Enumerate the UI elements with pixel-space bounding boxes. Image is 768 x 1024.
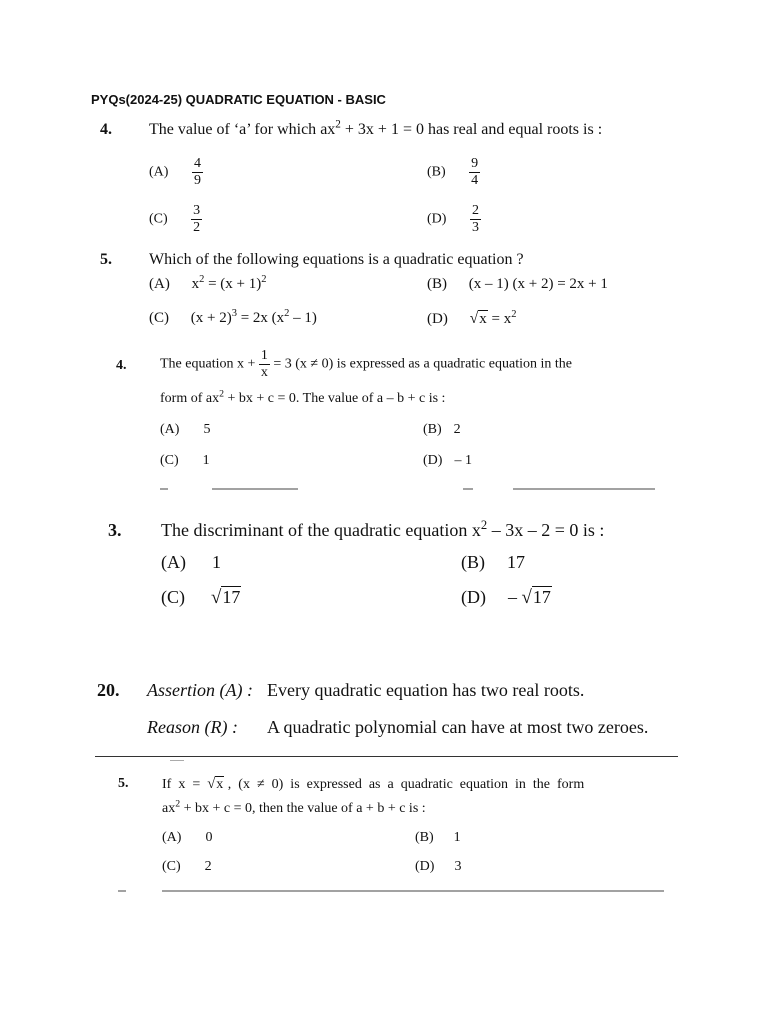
option-text: $x^2 = (x + 1)^2$ <box>191 274 267 292</box>
option-label: (B) <box>427 164 446 180</box>
option-text: 1 <box>212 552 221 572</box>
option-label: (A) <box>162 830 182 845</box>
square-root: √17 <box>521 587 551 608</box>
cropped-text-fragment <box>463 488 473 490</box>
option-text: – 1 <box>454 453 472 468</box>
option-label: (D) <box>415 859 435 874</box>
option-a <box>161 552 221 573</box>
cropped-text-fragment <box>513 488 655 490</box>
option-fraction: $\frac{9}{4}$ <box>471 156 479 189</box>
cropped-text-fragment <box>160 488 168 490</box>
question-number: 20. <box>97 680 120 700</box>
question-stem-line2: form of $ax^2$ + bx + c = 0. The value of a – b + c is : <box>160 388 446 406</box>
stem-text: The value of ‘a’ for which <box>149 121 321 138</box>
option-fraction: $\frac{4}{9}$ <box>193 156 201 189</box>
option-b <box>427 276 608 293</box>
assertion-label: Assertion (A) : <box>147 680 253 700</box>
option-label: (B) <box>461 552 485 572</box>
option-b <box>415 830 461 846</box>
option-fraction: $\frac{3}{2}$ <box>193 203 201 236</box>
cropped-text-fragment <box>118 890 126 892</box>
question-stem: Which of the following equations is a quadratic equation ? <box>149 251 524 268</box>
question-stem: The equation x + $\frac{1}{x}$ = 3 (x ≠ 0) is expressed as a quadratic equation in the <box>160 348 572 381</box>
option-text: 17 <box>507 552 525 572</box>
question-stem <box>149 118 603 139</box>
option-label: (A) <box>161 552 186 572</box>
question-number: 4. <box>116 358 127 373</box>
cropped-text-fragment <box>212 488 298 490</box>
option-label: (B) <box>415 830 434 845</box>
question-number: 5. <box>118 776 129 791</box>
option-label: (C) <box>149 310 169 326</box>
question-stem-line2: $ax^2$ + bx + c = 0, then the value of a + b + c is : <box>162 798 426 816</box>
option-d <box>427 203 481 236</box>
option-text: 5 <box>203 422 211 437</box>
question-stem: The discriminant of the quadratic equation $x^2 - 3x - 2 = 0$ is : <box>161 518 605 540</box>
option-text: 0 <box>205 830 213 845</box>
reason-label: Reason (R) : <box>147 717 238 737</box>
option-label: (B) <box>427 276 447 292</box>
option-label: (C) <box>160 453 179 468</box>
option-label: (C) <box>161 587 185 607</box>
option-label: (C) <box>162 859 181 874</box>
section-divider <box>95 756 678 757</box>
question-number: 3. <box>108 520 122 540</box>
option-fraction: $\frac{2}{3}$ <box>471 203 479 236</box>
cropped-text-fragment <box>170 760 184 761</box>
option-d <box>415 859 461 875</box>
square-root: √x <box>469 310 487 327</box>
option-c <box>149 203 202 236</box>
option-label: (A) <box>149 276 170 292</box>
option-c <box>162 859 212 875</box>
fraction: $\frac{1}{x}$ <box>260 348 268 381</box>
option-d <box>423 453 472 469</box>
option-text: 1 <box>202 453 210 468</box>
option-c <box>149 310 317 327</box>
option-d <box>461 587 552 609</box>
option-d <box>427 310 516 328</box>
question-stem: If x = √x , (x ≠ 0) is expressed as a quadratic equation in the form <box>162 776 585 792</box>
option-label: (A) <box>160 422 180 437</box>
page-title: PYQs(2024-25) QUADRATIC EQUATION - BASIC <box>91 92 386 107</box>
square-root: √17 <box>211 587 241 608</box>
negative-sign: – <box>508 587 517 607</box>
option-label: (D) <box>427 211 447 227</box>
square-root: √x <box>207 776 224 792</box>
option-c <box>160 453 210 469</box>
option-label: (C) <box>149 211 168 227</box>
option-b <box>423 422 461 438</box>
cropped-text-fragment <box>162 890 664 892</box>
option-text: 3 <box>454 859 462 874</box>
option-label: (D) <box>461 587 486 607</box>
question-number: 5. <box>100 251 112 268</box>
option-text: 1 <box>453 830 461 845</box>
reason-text: A quadratic polynomial can have at most two zeroes. <box>267 717 649 737</box>
exponent: 2 <box>335 118 341 131</box>
option-a <box>160 422 210 438</box>
option-b <box>461 552 525 573</box>
question-number: 4. <box>100 121 112 138</box>
option-text: $(x + 2)^3 = 2x$ $(x^2 - 1)$ <box>190 308 317 326</box>
option-label: (D) <box>427 311 448 327</box>
stem-text: has real and equal roots is : <box>423 121 603 138</box>
option-text: 2 <box>204 859 212 874</box>
option-text: (x – 1) (x + 2) = 2x + 1 <box>468 276 608 292</box>
assertion-text: Every quadratic equation has two real roots. <box>267 680 585 700</box>
option-text: 2 <box>453 422 461 437</box>
option-a <box>149 276 267 293</box>
option-c <box>161 587 241 609</box>
option-label: (A) <box>149 164 169 180</box>
equation-text: + 3x + 1 = 0 <box>340 121 424 138</box>
option-a <box>162 830 212 846</box>
option-label: (B) <box>423 422 442 437</box>
equation-text: ax <box>320 121 336 138</box>
option-text: $√x = x^2$ <box>469 309 517 327</box>
option-label: (D) <box>423 453 443 468</box>
option-b <box>427 156 480 189</box>
option-a <box>149 156 203 189</box>
